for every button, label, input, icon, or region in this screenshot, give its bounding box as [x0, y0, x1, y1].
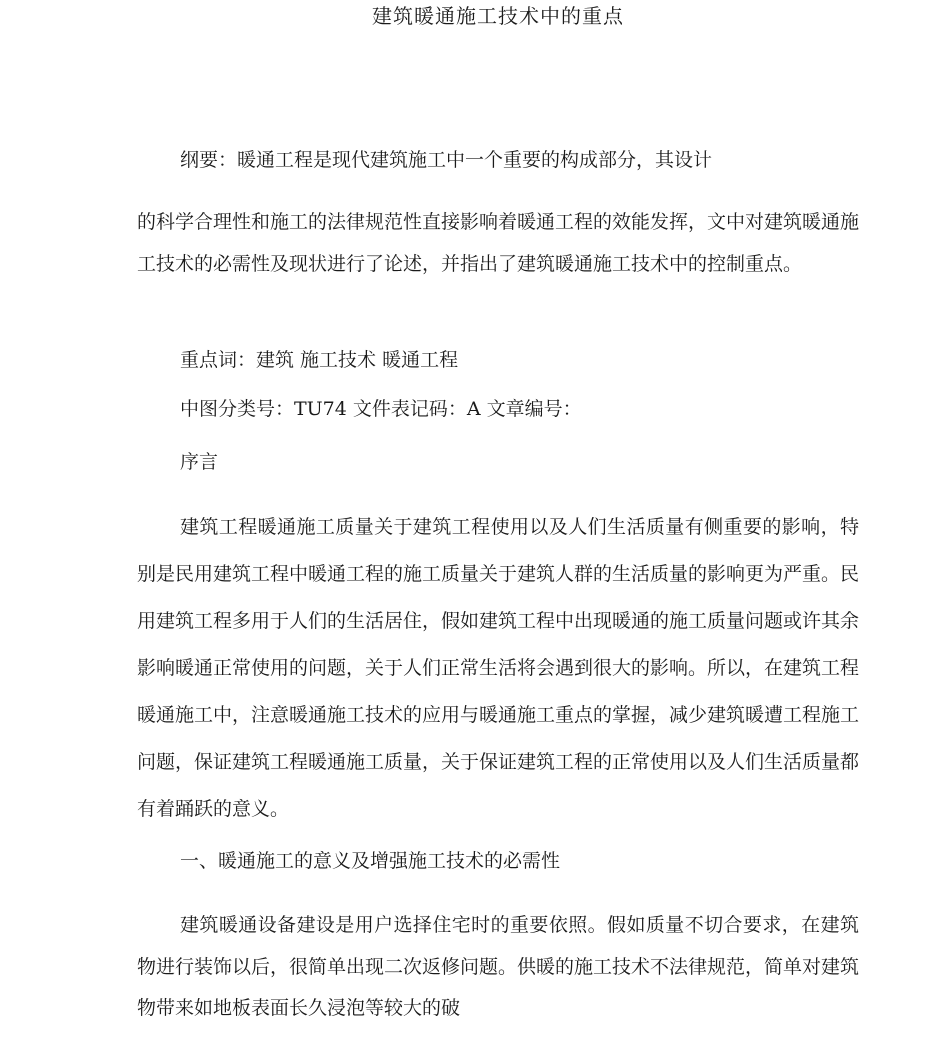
abstract-continuation: 的科学合理性和施工的法律规范性直接影响着暖通工程的效能发挥，文中对建筑暖通施工技术的必需性及现状进行了论述，并指出了建筑暖通施工技术中的控制重点。: [137, 211, 860, 275]
abstract-first-line: 纲要：暖通工程是现代建筑施工中一个重要的构成部分，其设计: [180, 149, 713, 171]
section-1-heading: 一、暖通施工的意义及增强施工技术的必需性: [180, 850, 561, 872]
section-1-paragraph: 建筑暖通设备建设是用户选择住宅时的重要依照。假如质量不切合要求，在建筑物进行装饰以后，很简单出现二次返修问题。供暖的施工技术不法律规范，简单对建筑物带来如地板表面长久浸泡等较大的破: [137, 914, 860, 1019]
classification-line: 中图分类号：TU74 文件表记码：A 文章编号：: [180, 398, 582, 420]
document-title: 建筑暖通施工技术中的重点: [372, 4, 624, 28]
preface-heading: 序言: [180, 451, 219, 473]
keywords-line: 重点词：建筑 施工技术 暖通工程: [180, 349, 459, 371]
preface-paragraph: 建筑工程暖通施工质量关于建筑工程使用以及人们生活质量有侧重要的影响，特别是民用建筑工程中暖通工程的施工质量关于建筑人群的生活质量的影响更为严重。民用建筑工程多用于人们的生活居住，假如建筑工程中出现暖通的施工质量问题或许其余影响暖通正常使用的问题，关于人们正常生活将会遇到很大的影响。所以，在建筑工程暖通施工中，注意暖通施工技术的应用与暖通施工重点的掌握，减少建筑暖遭工程施工问题，保证建筑工程暖通施工质量，关于保证建筑工程的正常使用以及人们生活质量都有着踊跃的意义。: [137, 516, 860, 820]
